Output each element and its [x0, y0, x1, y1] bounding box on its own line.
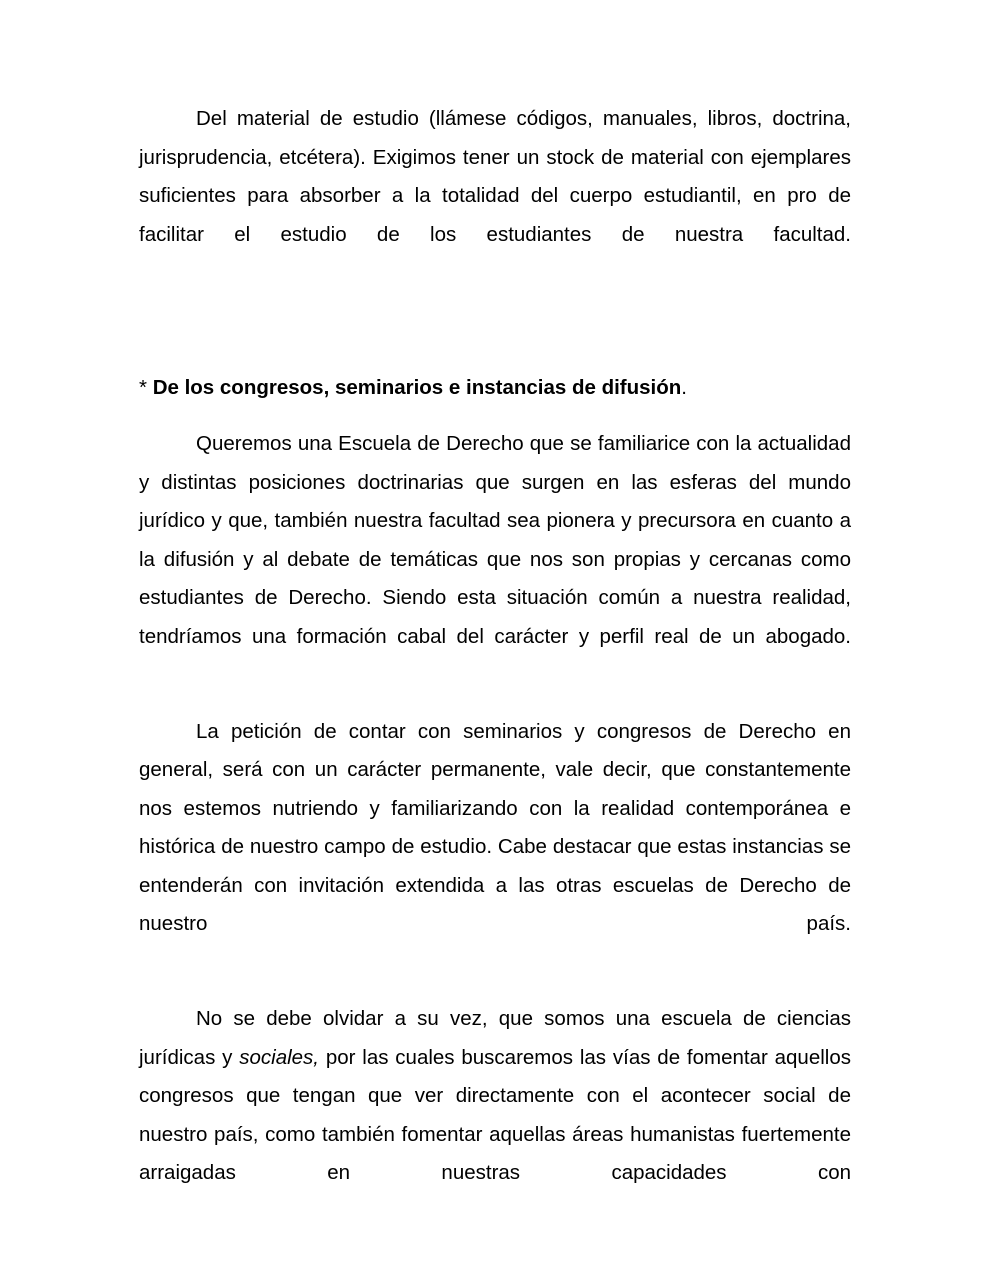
document-body — [139, 100, 851, 1231]
paragraph-peticion-seminarios: La petición de contar con seminarios y congresos de Derecho en general, será con un carácter permanente, vale decir, que constantemente nos estemos nutriendo y familiarizando con la realidad contemporánea e histórica de nuestro campo de estudio. Cabe destacar que estas instancias se entenderán con invitación extendida a las otras escuelas de Derecho de nuestro país. — [139, 719, 851, 935]
paragraph-ciencias-juridicas — [139, 1000, 851, 1231]
heading-bullet-prefix: * — [139, 375, 153, 399]
paragraph-material-de-estudio: Del material de estudio (llámese códigos, manuales, libros, doctrina, jurisprudencia, etcétera). Exigimos tener un stock de material con ejemplares suficientes para absorber a la totalidad del cuerpo estudiantil, en pro de facilitar el estudio de los estudiantes de nuestra facultad. — [139, 107, 851, 246]
heading-period: . — [681, 375, 687, 399]
paragraph-escuela-derecho: Queremos una Escuela de Derecho que se familiarice con la actualidad y distintas posiciones doctrinarias que surgen en las esferas del mundo jurídico y que, también nuestra facultad sea pionera y precursora en cuanto a la difusión y al debate de temáticas que nos son propias y cercanas como estudiantes de Derecho. Siendo esta situación común a nuestra realidad, tendríamos una formación cabal del carácter y perfil real de un abogado. — [139, 432, 851, 648]
paragraph-text-after-italic: por las cuales buscaremos las vías de fomentar aquellos congresos que tengan que ver directamente con el acontecer social de nuestro país, como también fomentar aquellas áreas humanistas fuertemente arraigadas en nuestras capacidades con — [139, 1045, 851, 1184]
paragraph-text-before-italic: No se debe olvidar a su vez, que somos una escuela de ciencias jurídicas y — [139, 1007, 851, 1069]
section-heading-congresos — [139, 369, 851, 408]
heading-text: De los congresos, seminarios e instancias de difusión — [152, 375, 682, 399]
italic-run-sociales: sociales, — [239, 1045, 319, 1069]
